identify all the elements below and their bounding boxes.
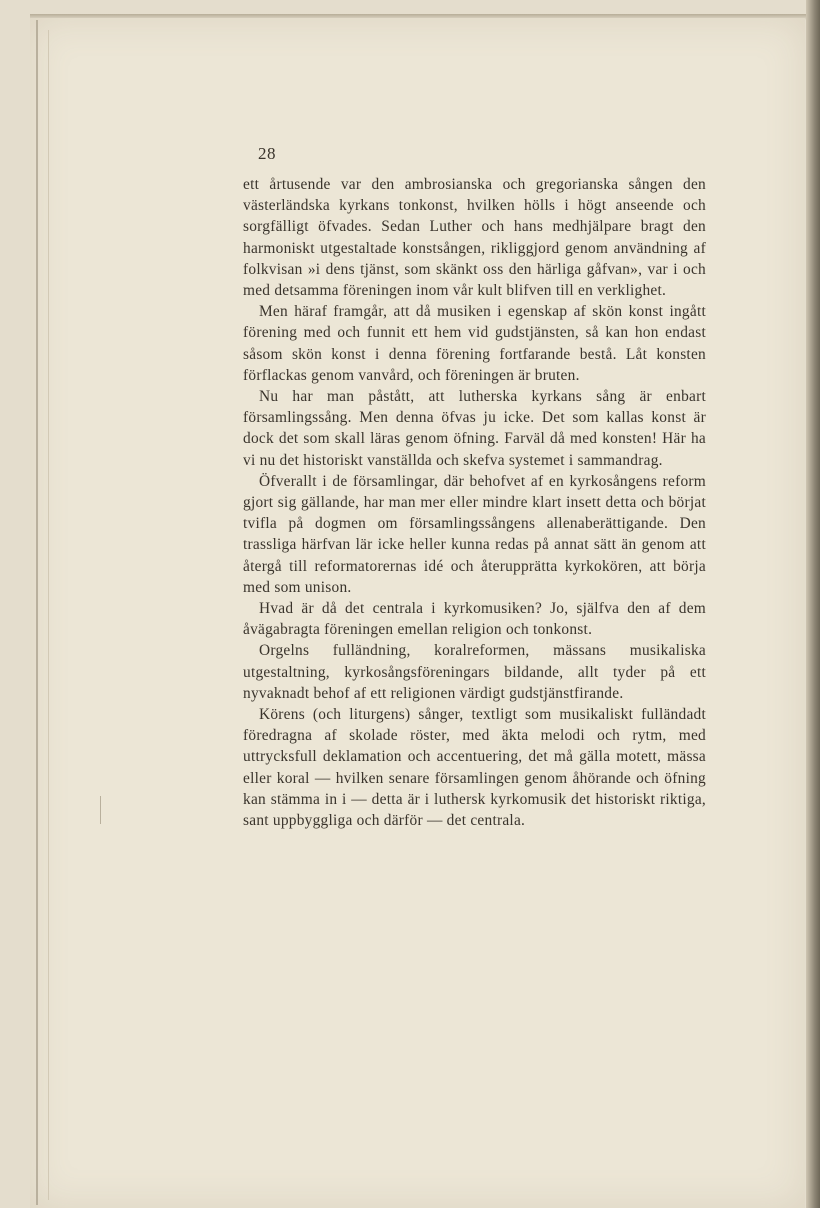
paragraph: Hvad är då det centrala i kyrkomusiken? Jo, själfva den af dem åvägabragta föreningen emellan religion och tonkonst. bbox=[243, 600, 706, 639]
page-left-edge-inner bbox=[48, 30, 49, 1200]
paragraph: Nu har man påstått, att lutherska kyrkans sång är enbart församlingssång. Men denna öfvas ju icke. Det som kallas konst är dock det som skall läras genom öfning. Farväl då med konsten! Här ha vi nu det historiskt vanställda och skefva systemet i sammandrag. bbox=[243, 388, 706, 469]
facing-page-edge bbox=[806, 0, 820, 1208]
paragraph: Öfverallt i de församlingar, där behofvet af en kyrkosångens reform gjort sig gällande, har man mer eller mindre klart insett detta och börjat tvifla på dogmen om församlingssångens allenaberättigande. Den trassliga härfvan lär icke heller kunna redas på annat sätt än genom att återgå till reformatorernas idé och återupprätta kyrkokören, att börja med som unison. bbox=[243, 472, 706, 596]
paragraph: Men häraf framgår, att då musiken i egenskap af skön konst ingått förening med och funnit ett hem vid gudstjänsten, så kan hon endast såsom skön konst i denna förening fortfarande bestå. Låt konsten förflackas genom vanvård, och föreningen är bruten. bbox=[243, 303, 706, 384]
paragraph: ett årtusende var den ambrosianska och gregorianska sången den västerländska kyrkans tonkonst, hvilken hölls i högt anseende och sorgfälligt öfvades. Sedan Luther och hans medhjälpare bragt den harmoniskt utgestaltade konstsången, rikliggjord genom användning af folkvisan »i dens tjänst, som skänkt oss den härliga gåfvan», var i och med detsamma föreningen inom vår kult blifven till en verklighet. bbox=[243, 176, 706, 300]
margin-mark bbox=[100, 796, 101, 824]
page-number: 28 bbox=[258, 144, 276, 163]
page-left-edge bbox=[36, 20, 38, 1205]
paragraph: Orgelns fulländning, koralreformen, mässans musikaliska utgestaltning, kyrkosångsföreningars bildande, allt tyder på ett nyvaknadt behof af ett religionen värdigt gudstjänstfirande. bbox=[243, 642, 706, 702]
paragraph: Körens (och liturgens) sånger, textligt som musikaliskt fulländadt föredragna af skolade röster, med äkta melodi och rytm, med uttrycksfull deklamation och accentuering, det må gälla motett, mässa eller koral — hvilken senare församlingen genom åhörande och öfning kan stämma in i — detta är i luthersk kyrkomusik det historiskt riktiga, sant uppbyggliga och därför — det centrala. bbox=[243, 706, 706, 830]
body-text bbox=[243, 174, 706, 831]
